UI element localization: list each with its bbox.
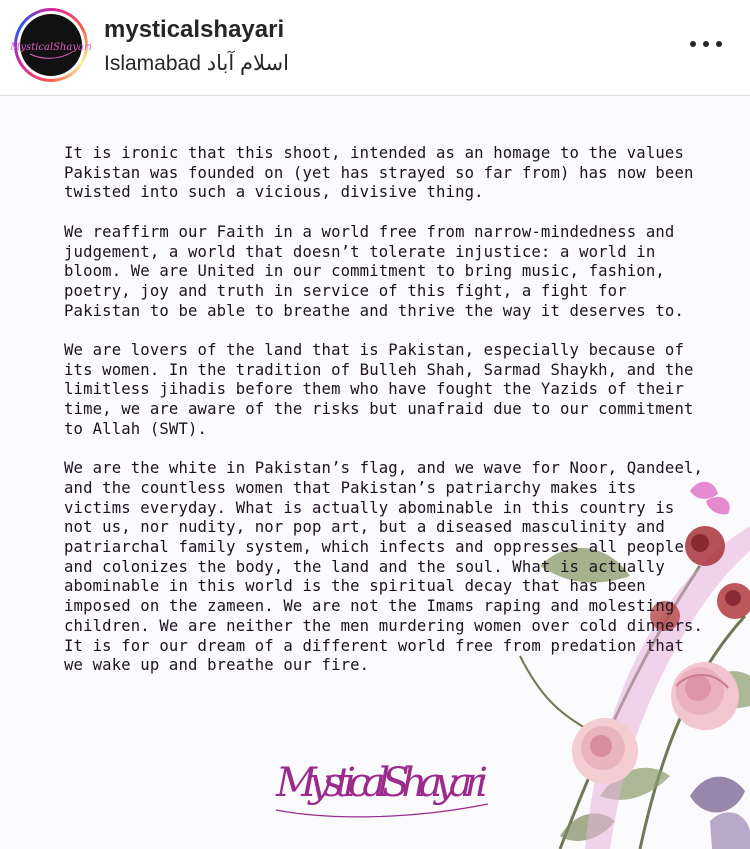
paragraph: It is ironic that this shoot, intended as an homage to the values Pakistan was founded on (yet has strayed so far from) has now been twisted into such a vicious, divisive thing.: [64, 144, 694, 202]
more-options-button[interactable]: [686, 36, 726, 52]
post-statement: [64, 144, 704, 696]
paragraph: We are lovers of the land that is Pakistan, especially because of its women. In the tradition of Bulleh Shah, Sarmad Shaykh, and the limitless jihadis before them who have fought the Yazids of their time, we are aware of the risks but unafraid due to our commitment to Allah (SWT).: [64, 341, 694, 438]
signature-text: MysticalShayari: [276, 760, 489, 806]
paragraph: We reaffirm our Faith in a world free from narrow-mindedness and judgement, a world that doesn’t tolerate injustice: a world in bloom. We are United in our commitment to bring music, fashion, poetry, joy and truth in service of this fight, a fight for Pakistan to be able to breathe and thrive the way it deserves to.: [64, 222, 684, 320]
post-image: [0, 96, 750, 849]
paragraph: We are the white in Pakistan’s flag, and we wave for Noor, Qandeel, and the countless women that Pakistan’s patriarchy makes its victims everyday. What is actually abominable in this country is not us, nor nudity, nor pop art, but a diseased masculinity and patriarchal family system, which infects and oppresses all people and colonizes the body, the land and the soul. What is actually abominable in this world is the spiritual decay that has been imposed on the zameen. We are not the Imams raping and molesting children. We are neither the men murdering women over cold dinners. It is for our dream of a different world free from predation that we wake up and breathe our fire.: [64, 459, 704, 675]
username[interactable]: mysticalshayari: [104, 16, 285, 43]
avatar-logo-text: MysticalShayari: [10, 42, 92, 53]
post-header: [0, 0, 750, 95]
location-tag[interactable]: Islamabad اسلام آباد: [104, 52, 289, 75]
avatar[interactable]: [10, 8, 92, 82]
avatar-image: [10, 14, 92, 76]
signature-logo: [268, 728, 498, 828]
more-horizontal-icon: [690, 41, 696, 47]
